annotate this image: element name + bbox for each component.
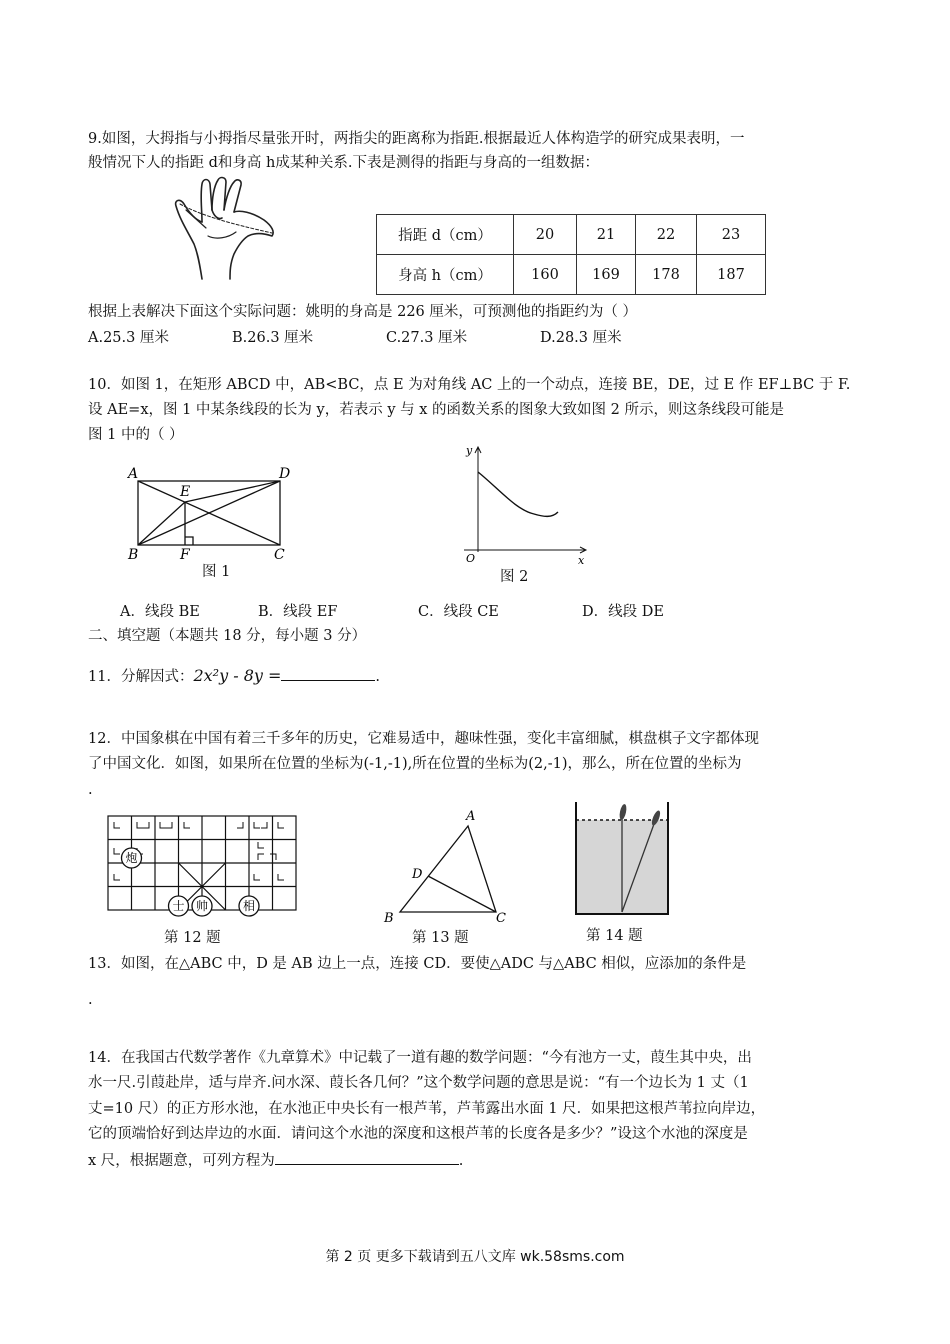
q10-option-c: C．线段 CE — [418, 604, 499, 620]
q14-line-5-end: . — [458, 1153, 464, 1169]
hand-illustration — [172, 176, 278, 280]
table-row — [377, 255, 766, 295]
q12-line-2: 了中国文化．如图，如果所在位置的坐标为(-1,-1),所在位置的坐标为(2,-1)，那么，所在位置的坐标为 — [88, 756, 742, 772]
page-footer: 第 2 页 更多下载请到五八文库 wk.58sms.com — [325, 1249, 625, 1265]
q14-line-5 — [88, 1150, 463, 1171]
table-cell: 160 — [514, 255, 577, 295]
fig13-label-a: A — [466, 809, 476, 824]
q10-option-a: A．线段 BE — [120, 604, 200, 620]
q9-option-c: C.27.3 厘米 — [386, 330, 468, 346]
chess-piece-xiang: 相 — [242, 899, 256, 913]
q10-line-3: 图 1 中的（ ） — [88, 427, 184, 443]
table-cell: 21 — [577, 215, 636, 255]
q12-line-1: 12．中国象棋在中国有着三千多年的历史，它难易适中，趣味性强，变化丰富细腻，棋盘棋子文字都体现 — [88, 731, 759, 747]
fig13-label-c: C — [496, 911, 506, 924]
q14-answer-blank[interactable] — [275, 1150, 459, 1165]
fig14-caption: 第 14 题 — [586, 928, 643, 944]
table-cell: 169 — [577, 255, 636, 295]
q14-line-1: 14．在我国古代数学著作《九章算术》中记载了一道有趣的数学问题：“今有池方一丈，葭生其中央，出 — [88, 1050, 752, 1066]
q9-option-d: D.28.3 厘米 — [540, 330, 622, 346]
table-cell: 20 — [514, 215, 577, 255]
table-header-cell: 身高 h（cm） — [377, 255, 514, 295]
table-cell: 23 — [697, 215, 766, 255]
figure-1-rectangle — [124, 462, 294, 560]
q12-line-3: . — [88, 782, 93, 798]
q10-line-1: 10．如图 1，在矩形 ABCD 中，AB<BC，点 E 为对角线 AC 上的一个动点，连接 BE，DE，过 E 作 EF⊥BC 于 F. — [88, 377, 851, 393]
q13-line-1: 13．如图，在△ABC 中，D 是 AB 边上一点，连接 CD．要使△ADC 与△ABC 相似，应添加的条件是 — [88, 956, 747, 972]
q10-line-2: 设 AE=x，图 1 中某条线段的长为 y，若表示 y 与 x 的函数关系的图象大致如图 2 所示，则这条线段可能是 — [88, 402, 784, 418]
fig12-caption: 第 12 题 — [164, 930, 221, 946]
fig13-label-d: D — [412, 867, 423, 882]
q14-line-2: 水一尺.引葭赴岸，适与岸齐.问水深、葭长各几何？”这个数学问题的意思是说：“有一个边长为 1 丈（1 — [88, 1075, 749, 1091]
q11-answer-blank[interactable] — [281, 666, 375, 681]
label-d: D — [279, 466, 291, 482]
finger-height-table — [376, 214, 766, 295]
q11-prefix: 11．分解因式： — [88, 669, 194, 685]
q11 — [88, 666, 380, 687]
chess-piece-shuai: 帅 — [195, 899, 209, 913]
q14-line-4: 它的顶端恰好到达岸边的水面．请问这个水池的深度和这根芦苇的长度各是多少？”设这个水池的深度是 — [88, 1126, 748, 1142]
q11-end: . — [375, 669, 381, 685]
q9-option-b: B.26.3 厘米 — [232, 330, 314, 346]
axis-y-label: y — [466, 444, 473, 457]
table-cell: 22 — [636, 215, 697, 255]
chess-piece-pao: 炮 — [125, 851, 138, 865]
label-c: C — [274, 547, 285, 560]
q13-line-2: . — [88, 992, 93, 1008]
q9-line-1: 9.如图，大拇指与小拇指尽量张开时，两指尖的距离称为指距.根据最近人体构造学的研究成果表明，一 — [88, 131, 745, 147]
chess-board — [104, 812, 300, 918]
q9-line-2: 般情况下人的指距 d和身高 h成某种关系.下表是测得的指距与身高的一组数据： — [88, 155, 599, 171]
figure-2-graph — [454, 440, 594, 566]
q9-option-a: A.25.3 厘米 — [88, 330, 169, 346]
figure-2-caption: 图 2 — [500, 569, 529, 585]
q10-option-d: D．线段 DE — [582, 604, 664, 620]
figure-1-caption: 图 1 — [202, 564, 231, 580]
table-header-cell: 指距 d（cm） — [377, 215, 514, 255]
table-cell: 187 — [697, 255, 766, 295]
section-2-heading: 二、填空题（本题共 18 分，每小题 3 分） — [88, 628, 367, 644]
q14-line-5-text: x 尺，根据题意，可列方程为 — [88, 1153, 275, 1169]
label-f: F — [180, 547, 190, 560]
fig13-label-b: B — [384, 911, 394, 924]
table-cell: 178 — [636, 255, 697, 295]
table-row — [377, 215, 766, 255]
q10-option-b: B．线段 EF — [258, 604, 338, 620]
label-a: A — [128, 466, 139, 482]
label-b: B — [128, 547, 139, 560]
chess-piece-shi: 士 — [172, 899, 185, 913]
axis-x-label: x — [578, 554, 585, 566]
figure-14-pond — [572, 800, 672, 918]
label-e: E — [180, 484, 191, 500]
q9-question: 根据上表解决下面这个实际问题：姚明的身高是 226 厘米，可预测他的指距约为（ ） — [88, 304, 638, 320]
fig13-caption: 第 13 题 — [412, 930, 469, 946]
origin-label: O — [466, 552, 476, 565]
q14-line-3: 丈=10 尺）的正方形水池，在水池正中央长有一根芦苇，芦苇露出水面 1 尺．如果把这根芦苇拉向岸边， — [88, 1101, 766, 1117]
figure-13-triangle — [380, 806, 514, 924]
q11-expression: 2x²y - 8y = — [193, 666, 282, 685]
